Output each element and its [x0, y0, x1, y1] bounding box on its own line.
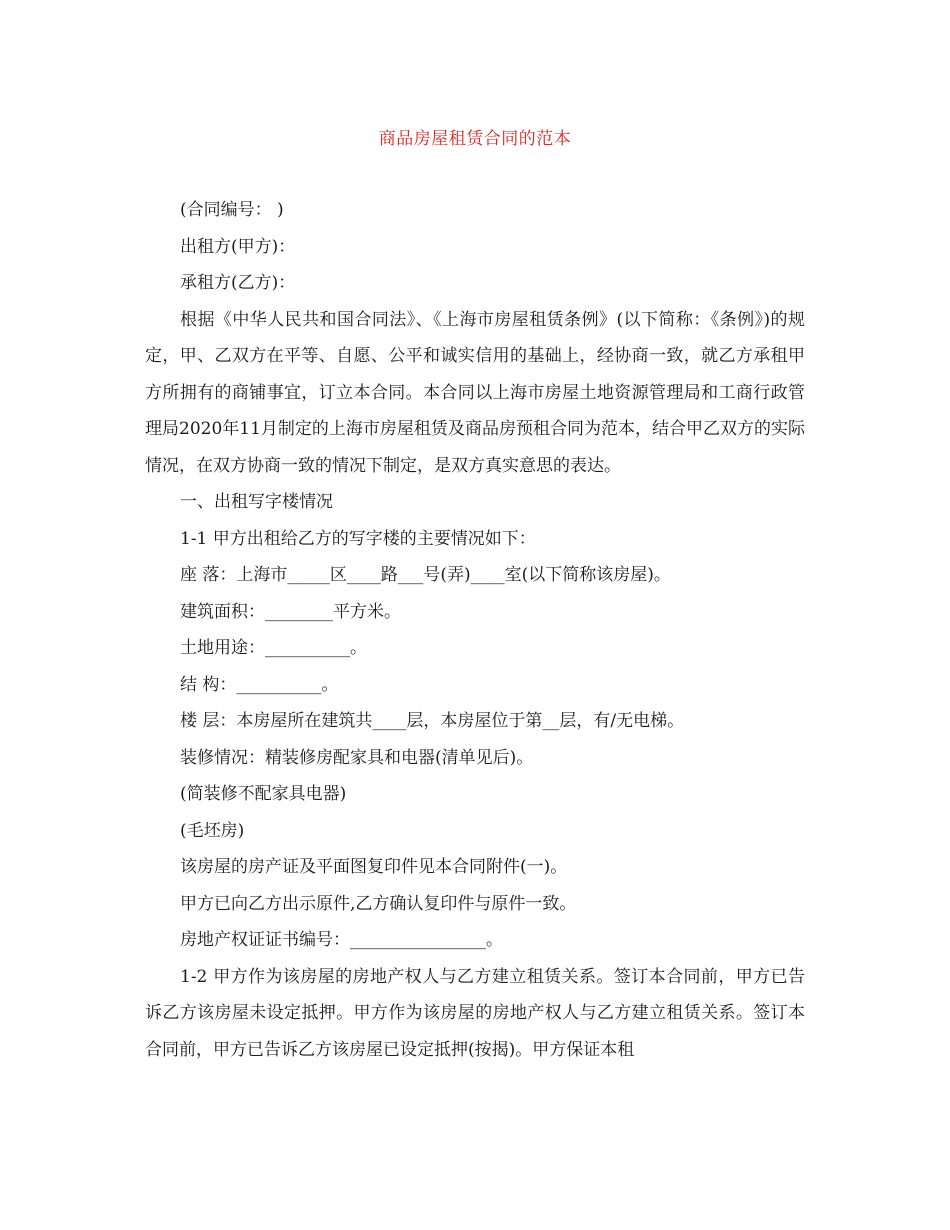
lessor-line: 出租方(甲方)：	[180, 236, 296, 257]
document-title: 商品房屋租赁合同的范本	[378, 129, 572, 149]
rough-house-line: (毛坯房)	[180, 820, 245, 841]
decoration-line: 装修情况：精装修房配家具和电器(清单见后)。	[180, 747, 534, 768]
contract-number-line: (合同编号： )	[180, 200, 284, 220]
simple-decoration-line: (简装修不配家具电器)	[180, 784, 347, 804]
attachment-line: 该房屋的房产证及平面图复印件见本合同附件(一)。	[180, 857, 568, 877]
clause-1-1: 1-1 甲方出租给乙方的写字楼的主要情况如下：	[180, 528, 536, 549]
preamble-paragraph: 根据《中华人民共和国合同法》、《上海市房屋租赁条例》(以下简称：《条例》)的规定，甲、乙双方在平等、自愿、公平和诚实信用的基础上，经协商一致，就乙方承租甲方所拥有的商铺事宜，订立本合同。本合同以上海市房屋土地资源管理局和工商行政管理局2020年11月制定的上海市房屋租赁及商品房预租合同为范本，结合甲乙双方的实际情况，在双方协商一致的情况下制定，是双方真实意思的表达。	[145, 309, 805, 476]
clause-1-2-paragraph: 1-2 甲方作为该房屋的房地产权人与乙方建立租赁关系。签订本合同前，甲方已告诉乙方该房屋未设定抵押。甲方作为该房屋的房地产权人与乙方建立租赁关系。签订本合同前，甲方已告诉乙方该房屋已设定抵押(按揭)。甲方保证本租	[145, 966, 805, 1060]
document-body	[145, 192, 805, 1068]
land-use-line: 土地用途：__________。	[180, 638, 367, 658]
original-shown-line: 甲方已向乙方出示原件,乙方确认复印件与原件一致。	[180, 893, 577, 914]
section-heading: 一、出租写字楼情况	[180, 492, 333, 512]
floor-area-line: 建筑面积：________平方米。	[180, 601, 401, 622]
lessee-line: 承租方(乙方)：	[180, 273, 296, 293]
structure-line: 结 构：__________。	[180, 674, 339, 695]
location-line: 座 落：上海市_____区____路___号(弄)____室(以下简称该房屋)。	[180, 565, 671, 585]
certificate-number-line: 房地产权证证书编号：________________。	[180, 930, 503, 950]
floors-line: 楼 层：本房屋所在建筑共____层，本房屋位于第__层，有/无电梯。	[180, 711, 685, 731]
